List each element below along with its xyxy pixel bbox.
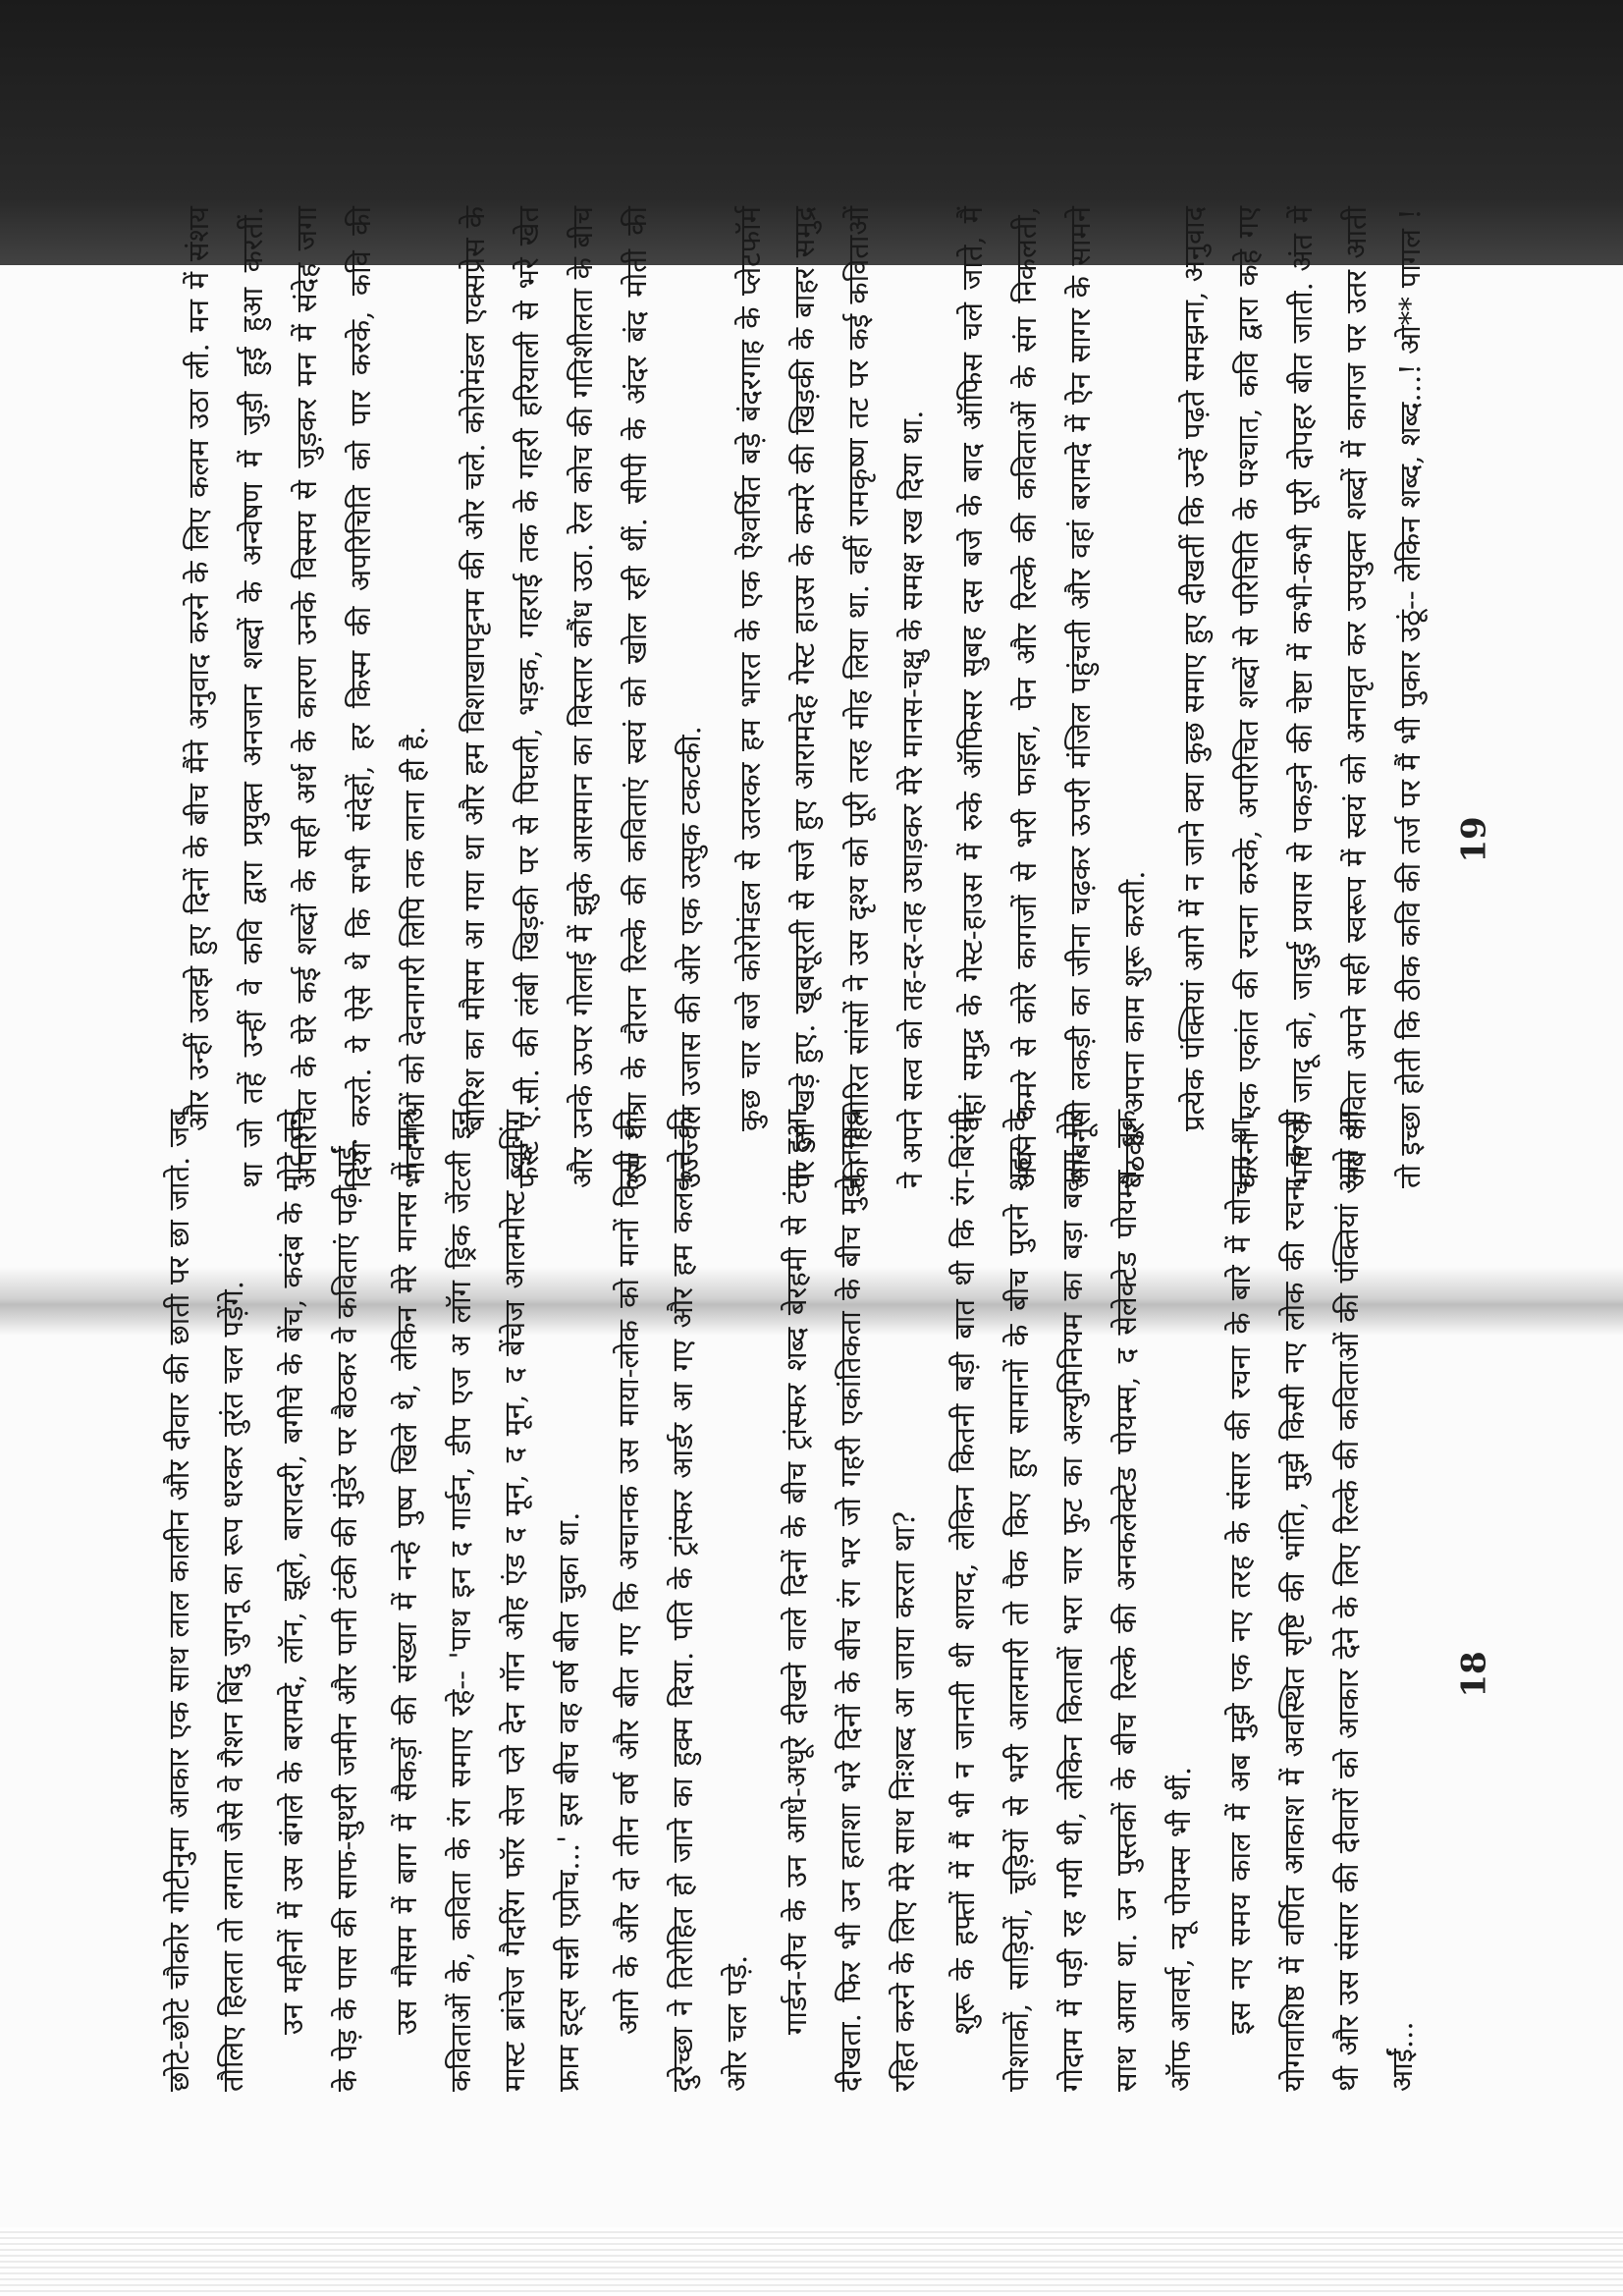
paragraph: प्रत्येक पंक्तियां आगे में न जाने क्या कुछ समाए हुए दीखतीं कि उन्हें पढ़ते समझना, अनुवाद करना एक एकांत की रचना करके, अपरिचित शब्दों से परिचिति के पश्चात, कवि द्वारा कहे गए भाव के जादू को, जादुई प्रयास से पकड़ने की चेष्टा में कभी-कभी पूरी दोपहर बीत जाती. अंत में जब कविता अपने सही स्वरूप में स्वयं को अनावृत कर उपयुक्त शब्दों में कागज पर उतर आती तो इच्छा होती कि ठीक कवि की तर्ज पर मैं भी पुकार उठूं-- लेकिन शब्द, शब्द...! ओ** पागल ! (1177, 206, 1427, 1188)
paragraph: छोटे-छोटे चौकोर गोटीनुमा आकार एक साथ लाल कालीन और दीवार की छाती पर छा जाते. जब तौलिए हिलता तो लगता जैसे वे रौशन बिंदु जुगनू का रूप धरकर तुरंत चल पड़ेंगे. (162, 1110, 249, 2092)
paragraph: बारिश का मौसम आ गया था और हम विशाखापट्टनम की ओर चले. कोरोमंडल एक्सप्रेस के फर्स्ट ए.सी. की लंबी खिड़की पर से पिघली, भड़क, गहराई तक के गहरी हरियाली से भरे खेत और उनके ऊपर गोलाई में झुके आसमान का विस्तार कौंध उठा. रेल कोच की गतिशीलता के बीच उस यात्रा के दौरान रिल्के की कविताएं स्वयं को खोल रही थीं. सीपी के अंदर बंद मोती की उज्ज्वल उजास की ओर एक उत्सुक टकटकी. (458, 206, 707, 1188)
page-edges (0, 2227, 1623, 2296)
paragraph: इस नए समय काल में अब मुझे एक नए तरह के संसार की रचना के बारे में सोचना था, योगवाशिष्ठ में वर्णित आकाश में अवस्थित सृष्टि की भांति, मुझे किसी नए लोक की रचना करनी थी और उस संसार की दीवारों को आकार देने के लिए रिल्के की कविताओं की पंक्तियां आगे आ आईं... (1223, 1110, 1419, 2092)
paragraph: आगे के और दो तीन वर्ष और बीत गए कि अचानक उस माया-लोक को मानों किसी की दुरेच्छा ने तिरोहित हो जाने का हुक्म दिया. पति के ट्रांस्फर आर्डर आ गए और हम कलकत्ते की ओर चल पड़े. (612, 1110, 753, 2092)
paragraph: शुरू के हफ्तों में मैं भी न जानती थी शायद, लेकिन कितनी बड़ी बात थी कि रंग-बिरंगी पोशाकों, साड़ियों, चूड़ियों से भरी आलमारी तो पैक किए हुए सामानों के बीच पुराने शहर के गोदाम में पड़ी रह गयी थी, लेकिन किताबों भरा चार फुट का अल्युमिनियम का बड़ा बक्सा मेरे साथ आया था. उन पुस्तकों के बीच रिल्के की अनकलेक्टेड पोयम्स, द सेलेक्टेड पोयम्स, बुक ऑफ आवर्स, न्यू पोयम्स भी थीं. (947, 1110, 1197, 2092)
paragraph: उस मौसम में बाग में सैकड़ों की संख्या में नन्हे पुष्प खिले थे, लेकिन मेरे मानस में मात्र कविताओं के, कविता के रंग समाए रहे-- 'पाथ इन द गार्डन, डीप एज अ लॉग ड्रिंक जेंटली इन मास्ट ब्रांचेज गैदरिंग फॉर सेज प्ले देन गॉन ओह एंड द मून, द मून, द बेंचेज आलमोस्ट ब्लूमिंग फ्राम इट्स सन्नी एप्रोच...' इस बीच वह वर्ष बीत चुका था. (390, 1110, 585, 2092)
paragraph: और उन्हीं उलझे हुए दिनों के बीच मैंने अनुवाद करने के लिए कलम उठा ली. मन में संशय था जो तहें उन्हीं वे कवि द्वारा प्रयुक्त अनजान शब्दों के अन्वेषण में जुड़ी हुई हुआ करतीं. अपरिचित के घेरे कई शब्दों के सही अर्थ के कारण उनके विस्मय से जुड़कर मन में संदेह जगा दिया करते. ये ऐसे थे कि सभी संदेहों, हर किस्म की अपरिचिति को पार करके, कवि की भावनाओं को देवनागरी लिपि तक लाना ही है. (182, 206, 431, 1188)
page-left (152, 1110, 1623, 2092)
paragraph: गार्डन-रीच के उन आधे-अधूरे दीखने वाले दिनों के बीच ट्रांस्फर शब्द बेरहमी से टंगा हुआ दीखता. फिर भी उन हताशा भरे दिनों के बीच रंग भर जो गहरी एकांतिकता के बीच मुझे तनाव रहित करने के लिए मेरे साथ निःशब्द आ जाया करता था? (780, 1110, 921, 2092)
paragraph: उन महीनों में उस बंगले के बरामदे, लॉन, झूले, बारादरी, बगीचे के बेंच, कदंब के मोटे तने के पेड़ के पास की साफ-सुथरी जमीन और पानी टंकी की मुंडेर पर बैठकर वे कविताएं पढ़ी गईं. (276, 1110, 363, 2092)
page-right (172, 206, 1623, 1188)
page-number-right: 19 (1454, 816, 1494, 863)
paragraph: कुछ चार बजे कोरोमंडल से उतरकर हम भारत के एक ऐश्वर्यित बड़े बंदरगाह के प्लेटफॉर्म पर जा खड़े हुए. खूबसूरती से सजे हुए आरामदेह गेस्ट हाउस के कमरे की खिड़की के बाहर समुद्र की हिलोरित सांसों ने उस दृश्य को पूरी तरह मोह लिया था. वहीं रामकृष्ण तट पर कई कविताओं ने अपने सत्व को तह-दर-तह उघाड़कर मेरे मानस-चक्षु के समक्ष रख दिया था. (733, 206, 929, 1188)
paragraph: वहां समुद्र के गेस्ट-हाउस में रुके ऑफिसर सुबह दस बजे के बाद ऑफिस चले जाते, मैं अपने कमरे से कोरे कागजों से भरी फाइल, पेन और रिल्के की कविताओं के संग निकलती, आबनूसी लकड़ी का जीना चढ़कर ऊपरी मंजिल पहुंचती और वहां बरामदे में ऐन सागर के सामने बैठकर अपना काम शुरू करती. (955, 206, 1151, 1188)
page-number-left: 18 (1454, 1651, 1494, 1698)
